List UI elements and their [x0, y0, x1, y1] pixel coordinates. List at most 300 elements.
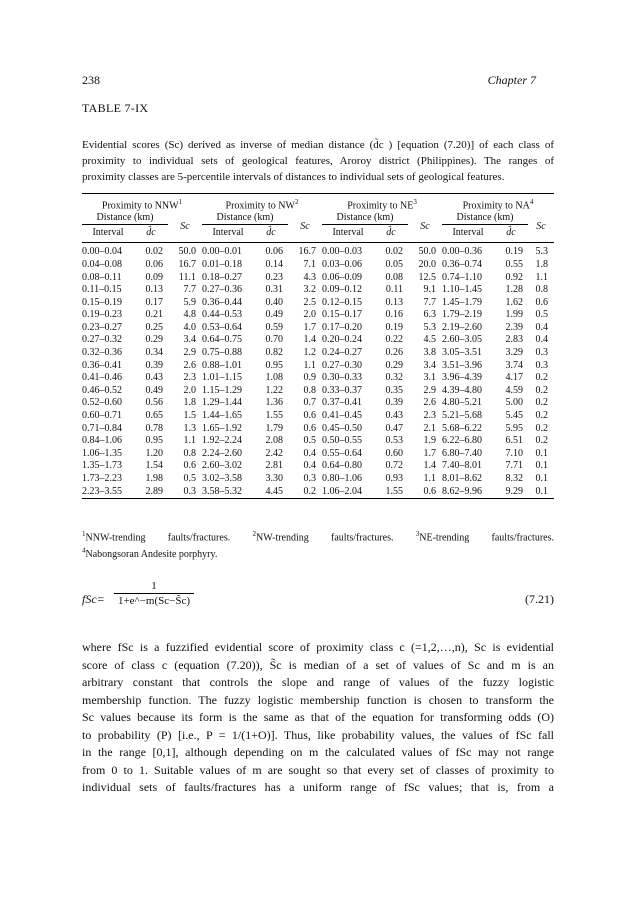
table-row	[82, 334, 554, 347]
caption-line: Evidential scores (Sc) derived as inverse of median distance (d̃c ) [equation (7.20)] of each class of	[82, 139, 554, 151]
score-header: Sc	[288, 212, 322, 243]
score-cell: 0.2	[535, 435, 548, 447]
footnote-line: $^4$Nabongsoran Andesite porphyry.	[82, 546, 218, 560]
score-cell: 0.9	[303, 372, 316, 384]
table-row	[82, 259, 554, 272]
interval-cell: 0.00–0.03	[322, 246, 362, 258]
table-row	[82, 448, 554, 461]
median-cell: 0.29	[145, 334, 163, 346]
score-cell: 0.6	[183, 460, 196, 472]
median-cell: 0.06	[145, 258, 163, 270]
body-line: score of class c (equation (7.20)), S̃c is median of a set of values of Sc and m is an	[82, 657, 554, 672]
median-cell: 0.49	[145, 384, 163, 396]
interval-cell: 0.36–0.44	[202, 296, 242, 308]
interval-cell: 0.00–0.01	[202, 246, 242, 258]
interval-cell: 0.27–0.30	[322, 359, 362, 371]
median-cell: 1.08	[265, 372, 283, 384]
interval-cell: 0.46–0.52	[82, 384, 122, 396]
table-row	[82, 297, 554, 310]
median-cell: 2.08	[265, 435, 283, 447]
median-cell: 9.29	[494, 486, 528, 499]
score-header: Sc	[168, 212, 202, 243]
score-cell: 50.0	[418, 246, 436, 258]
score-cell: 1.5	[183, 410, 196, 422]
interval-cell: 6.22–6.80	[442, 435, 482, 447]
score-cell: 0.2	[535, 410, 548, 422]
score-cell: 0.4	[303, 447, 316, 459]
median-cell: 1.22	[265, 384, 283, 396]
interval-cell: 0.44–0.53	[202, 309, 242, 321]
median-cell: 0.39	[385, 397, 403, 409]
group-header-nw: Proximity to $NW^2$	[202, 194, 322, 213]
score-cell: 3.4	[423, 359, 436, 371]
interval-cell: 0.03–0.06	[322, 258, 362, 270]
median-cell: 5.00	[505, 397, 523, 409]
score-cell: 4.8	[183, 309, 196, 321]
table-row	[82, 473, 554, 486]
interval-cell: 3.02–3.58	[202, 473, 242, 485]
interval-cell: 4.80–5.21	[442, 397, 482, 409]
median-cell: 4.59	[505, 384, 523, 396]
score-cell: 0.2	[535, 384, 548, 396]
interval-cell: 3.58–5.32	[202, 486, 254, 499]
score-cell: 0.3	[535, 359, 548, 371]
median-cell: 0.19	[385, 321, 403, 333]
score-cell: 0.7	[303, 397, 316, 409]
interval-cell: 2.24–2.60	[202, 447, 242, 459]
score-cell: 3.2	[303, 284, 316, 296]
score-cell: 1.8	[183, 397, 196, 409]
interval-cell: 0.74–1.10	[442, 271, 482, 283]
score-cell: 3.8	[423, 347, 436, 359]
table-row	[82, 372, 554, 385]
body-paragraph	[82, 639, 554, 797]
score-cell: 7.1	[303, 258, 316, 270]
interval-cell: 1.10–1.45	[442, 284, 482, 296]
score-cell: 0.6	[303, 410, 316, 422]
median-cell: 0.40	[265, 296, 283, 308]
score-cell: 0.5	[535, 309, 548, 321]
median-cell: 0.02	[385, 246, 403, 258]
median-cell: 1.36	[265, 397, 283, 409]
median-header: d̃c	[134, 225, 168, 243]
interval-cell: 6.80–7.40	[442, 447, 482, 459]
score-cell: 16.7	[178, 258, 196, 270]
score-cell: 2.3	[423, 410, 436, 422]
score-cell: 2.6	[423, 397, 436, 409]
interval-cell: 0.24–0.27	[322, 347, 362, 359]
score-cell: 2.0	[303, 309, 316, 321]
median-cell: 5.95	[505, 422, 523, 434]
score-cell: 3.4	[183, 334, 196, 346]
body-line: Sc values because its form is the same as that of the equation for transforming odds (O)	[82, 710, 554, 724]
interval-cell: 0.88–1.01	[202, 359, 242, 371]
interval-cell: 0.80–1.06	[322, 473, 362, 485]
median-cell: 0.53	[385, 435, 403, 447]
score-cell: 5.3	[535, 246, 548, 258]
interval-cell: 1.01–1.15	[202, 372, 242, 384]
interval-cell: 0.09–0.12	[322, 284, 362, 296]
interval-cell: 1.06–2.04	[322, 486, 374, 499]
distance-header: Distance (km)	[82, 212, 168, 225]
equation-denominator: 1+e^−m(Sc−S̃c)	[117, 595, 191, 607]
interval-cell: 0.71–0.84	[82, 422, 122, 434]
interval-cell: 0.36–0.74	[442, 258, 482, 270]
equation-lhs: fSc=	[82, 592, 105, 606]
median-cell: 0.13	[145, 284, 163, 296]
median-cell: 7.71	[505, 460, 523, 472]
score-cell: 1.7	[303, 321, 316, 333]
equation-number: (7.21)	[525, 592, 554, 606]
score-cell: 0.6	[303, 422, 316, 434]
score-cell: 0.1	[535, 447, 548, 459]
body-line: arbitrary constant that controls the slope and range of values of the fuzzy logistic	[82, 675, 554, 689]
score-cell: 2.5	[303, 296, 316, 308]
median-cell: 0.11	[385, 284, 403, 296]
median-cell: 0.16	[385, 309, 403, 321]
table-row	[82, 284, 554, 297]
page-number: 238	[82, 73, 100, 87]
interval-cell: 0.36–0.41	[82, 359, 122, 371]
score-cell: 1.4	[303, 334, 316, 346]
median-cell: 2.42	[265, 447, 283, 459]
equation-numerator: 1	[151, 580, 157, 592]
interval-cell: 0.33–0.37	[322, 384, 362, 396]
footnote-line: $^1$NNW-trending faults/fractures. $^2$NW-trending faults/fractures. $^3$NE-trending faults/fractures.	[82, 530, 554, 544]
median-cell: 4.45	[254, 486, 288, 499]
interval-cell: 0.17–0.20	[322, 321, 362, 333]
median-cell: 0.39	[145, 359, 163, 371]
interval-cell: 0.19–0.23	[82, 309, 122, 321]
interval-cell: 0.30–0.33	[322, 372, 362, 384]
score-cell: 1.2	[303, 347, 316, 359]
median-cell: 2.83	[505, 334, 523, 346]
score-cell: 0.4	[303, 460, 316, 472]
median-header: d̃c	[494, 225, 528, 243]
interval-cell: 1.06–1.35	[82, 447, 122, 459]
median-cell: 2.81	[265, 460, 283, 472]
median-cell: 1.54	[145, 460, 163, 472]
score-cell: 0.2	[535, 397, 548, 409]
score-cell: 0.4	[535, 334, 548, 346]
score-cell: 1.1	[535, 271, 548, 283]
distance-header: Distance (km)	[442, 212, 528, 225]
body-line: from 0 to 1. Suitable values of m are sought so that every set of classes of proximity to	[82, 762, 554, 777]
median-cell: 1.55	[374, 486, 408, 499]
body-line: individual sets of faults/fractures has a uniform range of fSc values; that is, from a	[82, 780, 554, 794]
interval-cell: 0.41–0.45	[322, 410, 362, 422]
table-row	[82, 460, 554, 473]
score-cell: 7.7	[183, 284, 196, 296]
interval-cell: 1.45–1.79	[442, 296, 482, 308]
median-cell: 0.32	[385, 372, 403, 384]
median-cell: 0.17	[145, 296, 163, 308]
score-cell: 2.1	[423, 422, 436, 434]
score-cell: 11.1	[178, 271, 196, 283]
table-row	[82, 243, 554, 259]
interval-cell: 1.79–2.19	[442, 309, 482, 321]
median-cell: 0.59	[265, 321, 283, 333]
interval-cell: 0.04–0.08	[82, 258, 122, 270]
group-header-nnw: Proximity to NNW$^1$	[82, 194, 202, 213]
interval-header: Interval	[322, 225, 374, 243]
interval-cell: 2.60–3.05	[442, 334, 482, 346]
interval-cell: 3.05–3.51	[442, 347, 482, 359]
interval-cell: 0.06–0.09	[322, 271, 362, 283]
group-header-na: Proximity to $NA^4$	[442, 194, 554, 213]
table-row	[82, 397, 554, 410]
score-cell: 4.5	[423, 334, 436, 346]
median-cell: 0.05	[385, 258, 403, 270]
interval-cell: 8.62–9.96	[442, 486, 494, 499]
table-row	[82, 272, 554, 285]
median-cell: 0.82	[265, 347, 283, 359]
median-cell: 5.45	[505, 410, 523, 422]
median-cell: 0.14	[265, 258, 283, 270]
score-cell: 0.5	[303, 435, 316, 447]
interval-cell: 5.21–5.68	[442, 410, 482, 422]
interval-cell: 0.12–0.15	[322, 296, 362, 308]
median-cell: 1.79	[265, 422, 283, 434]
table-row	[82, 322, 554, 335]
median-cell: 0.47	[385, 422, 403, 434]
interval-cell: 0.41–0.46	[82, 372, 122, 384]
median-cell: 1.99	[505, 309, 523, 321]
interval-cell: 3.96–4.39	[442, 372, 482, 384]
score-cell: 0.3	[535, 347, 548, 359]
score-cell: 5.3	[423, 321, 436, 333]
proximity-scores-table	[82, 193, 554, 499]
median-cell: 0.65	[145, 410, 163, 422]
table-row	[82, 423, 554, 436]
table-row	[82, 347, 554, 360]
table-body	[82, 243, 554, 499]
score-cell: 2.9	[183, 347, 196, 359]
median-cell: 0.29	[385, 359, 403, 371]
interval-cell: 0.08–0.11	[82, 271, 122, 283]
interval-cell: 0.55–0.64	[322, 447, 362, 459]
score-cell: 4.0	[183, 321, 196, 333]
interval-cell: 0.37–0.41	[322, 397, 362, 409]
interval-cell: 1.65–1.92	[202, 422, 242, 434]
interval-header: Interval	[442, 225, 494, 243]
median-cell: 0.43	[145, 372, 163, 384]
score-cell: 1.3	[183, 422, 196, 434]
median-cell: 3.30	[265, 473, 283, 485]
median-cell: 0.78	[145, 422, 163, 434]
score-cell: 0.3	[168, 486, 202, 499]
score-header: Sc	[408, 212, 442, 243]
interval-cell: 0.18–0.27	[202, 271, 242, 283]
interval-cell: 1.29–1.44	[202, 397, 242, 409]
score-cell: 20.0	[418, 258, 436, 270]
interval-cell: 0.00–0.36	[442, 246, 482, 258]
table-footnote	[82, 528, 554, 561]
interval-cell: 0.84–1.06	[82, 435, 122, 447]
table-row	[82, 309, 554, 322]
median-cell: 0.26	[385, 347, 403, 359]
equation-7-21	[82, 580, 554, 620]
interval-cell: 7.40–8.01	[442, 460, 482, 472]
interval-cell: 2.23–3.55	[82, 486, 134, 499]
score-cell: 9.1	[423, 284, 436, 296]
score-cell: 0.2	[535, 372, 548, 384]
score-cell: 0.1	[535, 460, 548, 472]
median-cell: 0.70	[265, 334, 283, 346]
body-line: where fSc is a fuzzified evidential score of proximity class c (=1,2,…,n), Sc is evidential	[82, 640, 554, 654]
interval-cell: 2.60–3.02	[202, 460, 242, 472]
interval-cell: 0.60–0.71	[82, 410, 122, 422]
interval-cell: 0.00–0.04	[82, 246, 122, 258]
median-cell: 0.35	[385, 384, 403, 396]
median-cell: 2.89	[134, 486, 168, 499]
median-cell: 3.74	[505, 359, 523, 371]
median-cell: 0.23	[265, 271, 283, 283]
score-cell: 0.1	[535, 473, 548, 485]
score-cell: 0.1	[528, 486, 554, 499]
median-cell: 0.02	[145, 246, 163, 258]
interval-cell: 1.44–1.65	[202, 410, 242, 422]
score-cell: 1.1	[183, 435, 196, 447]
table-row	[82, 360, 554, 373]
interval-cell: 0.52–0.60	[82, 397, 122, 409]
distance-header: Distance (km)	[202, 212, 288, 225]
fraction-bar	[114, 593, 194, 594]
group-header-ne: Proximity to $NE^3$	[322, 194, 442, 213]
interval-cell: 0.75–0.88	[202, 347, 242, 359]
median-cell: 3.29	[505, 347, 523, 359]
interval-cell: 0.23–0.27	[82, 321, 122, 333]
median-cell: 0.34	[145, 347, 163, 359]
score-cell: 0.5	[183, 473, 196, 485]
interval-cell: 0.20–0.24	[322, 334, 362, 346]
score-cell: 0.8	[303, 384, 316, 396]
median-cell: 0.60	[385, 447, 403, 459]
score-cell: 3.1	[423, 372, 436, 384]
median-cell: 0.55	[505, 258, 523, 270]
score-cell: 1.1	[303, 359, 316, 371]
interval-header: Interval	[202, 225, 254, 243]
interval-header: Interval	[82, 225, 134, 243]
interval-cell: 0.45–0.50	[322, 422, 362, 434]
score-cell: 1.1	[423, 473, 436, 485]
interval-cell: 3.51–3.96	[442, 359, 482, 371]
caption-line: proximity classes are 5-percentile intervals of distances to individual sets of geological features.	[82, 171, 505, 183]
interval-cell: 1.73–2.23	[82, 473, 122, 485]
median-header: d̃c	[254, 225, 288, 243]
score-cell: 2.0	[183, 384, 196, 396]
median-cell: 0.22	[385, 334, 403, 346]
score-cell: 5.9	[183, 296, 196, 308]
score-cell: 1.7	[423, 447, 436, 459]
interval-cell: 4.39–4.80	[442, 384, 482, 396]
median-cell: 1.98	[145, 473, 163, 485]
median-cell: 0.06	[265, 246, 283, 258]
interval-cell: 1.15–1.29	[202, 384, 242, 396]
median-cell: 0.09	[145, 271, 163, 283]
score-cell: 1.9	[423, 435, 436, 447]
score-cell: 16.7	[298, 246, 316, 258]
median-cell: 1.55	[265, 410, 283, 422]
score-cell: 0.8	[183, 447, 196, 459]
score-cell: 7.7	[423, 296, 436, 308]
caption-line: proximity to individual sets of geological features, Aroroy district (Philippines). The ranges of	[82, 155, 554, 167]
table-row	[82, 385, 554, 398]
median-cell: 0.92	[505, 271, 523, 283]
median-cell: 0.43	[385, 410, 403, 422]
median-cell: 0.19	[505, 246, 523, 258]
body-line: membership function. The fuzzy logistic membership function is chosen to transform the	[82, 692, 554, 707]
table-caption	[82, 137, 554, 185]
table-row	[82, 486, 554, 499]
interval-cell: 0.27–0.36	[202, 284, 242, 296]
median-cell: 0.31	[265, 284, 283, 296]
score-cell: 12.5	[418, 271, 436, 283]
median-cell: 0.08	[385, 271, 403, 283]
median-cell: 0.13	[385, 296, 403, 308]
interval-cell: 0.32–0.36	[82, 347, 122, 359]
interval-cell: 0.11–0.15	[82, 284, 122, 296]
score-cell: 0.6	[408, 486, 442, 499]
median-cell: 0.95	[265, 359, 283, 371]
score-cell: 0.8	[535, 284, 548, 296]
score-cell: 0.4	[535, 321, 548, 333]
score-cell: 0.2	[535, 422, 548, 434]
median-cell: 6.51	[505, 435, 523, 447]
score-cell: 1.4	[423, 460, 436, 472]
table-label: TABLE 7-IX	[82, 101, 149, 115]
score-cell: 0.2	[288, 486, 322, 499]
running-head: Chapter 7	[487, 73, 536, 87]
median-cell: 0.72	[385, 460, 403, 472]
median-cell: 0.95	[145, 435, 163, 447]
median-cell: 2.39	[505, 321, 523, 333]
body-line: in the range [0,1], although depending on m the calculated values of fSc may not range	[82, 745, 554, 759]
interval-cell: 0.27–0.32	[82, 334, 122, 346]
score-cell: 50.0	[178, 246, 196, 258]
median-cell: 1.20	[145, 447, 163, 459]
median-cell: 7.10	[505, 447, 523, 459]
median-cell: 1.28	[505, 284, 523, 296]
interval-cell: 2.19–2.60	[442, 321, 482, 333]
median-header: d̃c	[374, 225, 408, 243]
interval-cell: 8.01–8.62	[442, 473, 482, 485]
equation-fraction	[114, 580, 194, 607]
median-cell: 0.21	[145, 309, 163, 321]
interval-cell: 0.15–0.17	[322, 309, 362, 321]
score-header: Sc	[528, 212, 554, 243]
score-cell: 2.6	[183, 359, 196, 371]
median-cell: 8.32	[505, 473, 523, 485]
interval-cell: 1.35–1.73	[82, 460, 122, 472]
median-cell: 0.93	[385, 473, 403, 485]
interval-cell: 1.92–2.24	[202, 435, 242, 447]
interval-cell: 0.50–0.55	[322, 435, 362, 447]
median-cell: 4.17	[505, 372, 523, 384]
interval-cell: 0.01–0.18	[202, 258, 242, 270]
interval-cell: 0.64–0.80	[322, 460, 362, 472]
table-row	[82, 410, 554, 423]
score-cell: 4.3	[303, 271, 316, 283]
median-cell: 0.56	[145, 397, 163, 409]
body-line: to probability (P) [i.e., P = 1/(1+O)]. Thus, like probability values, the values of fSc fall	[82, 727, 554, 742]
interval-cell: 0.64–0.75	[202, 334, 242, 346]
interval-cell: 0.53–0.64	[202, 321, 242, 333]
table-row	[82, 435, 554, 448]
median-cell: 0.25	[145, 321, 163, 333]
score-cell: 1.8	[535, 258, 548, 270]
score-cell: 0.3	[303, 473, 316, 485]
